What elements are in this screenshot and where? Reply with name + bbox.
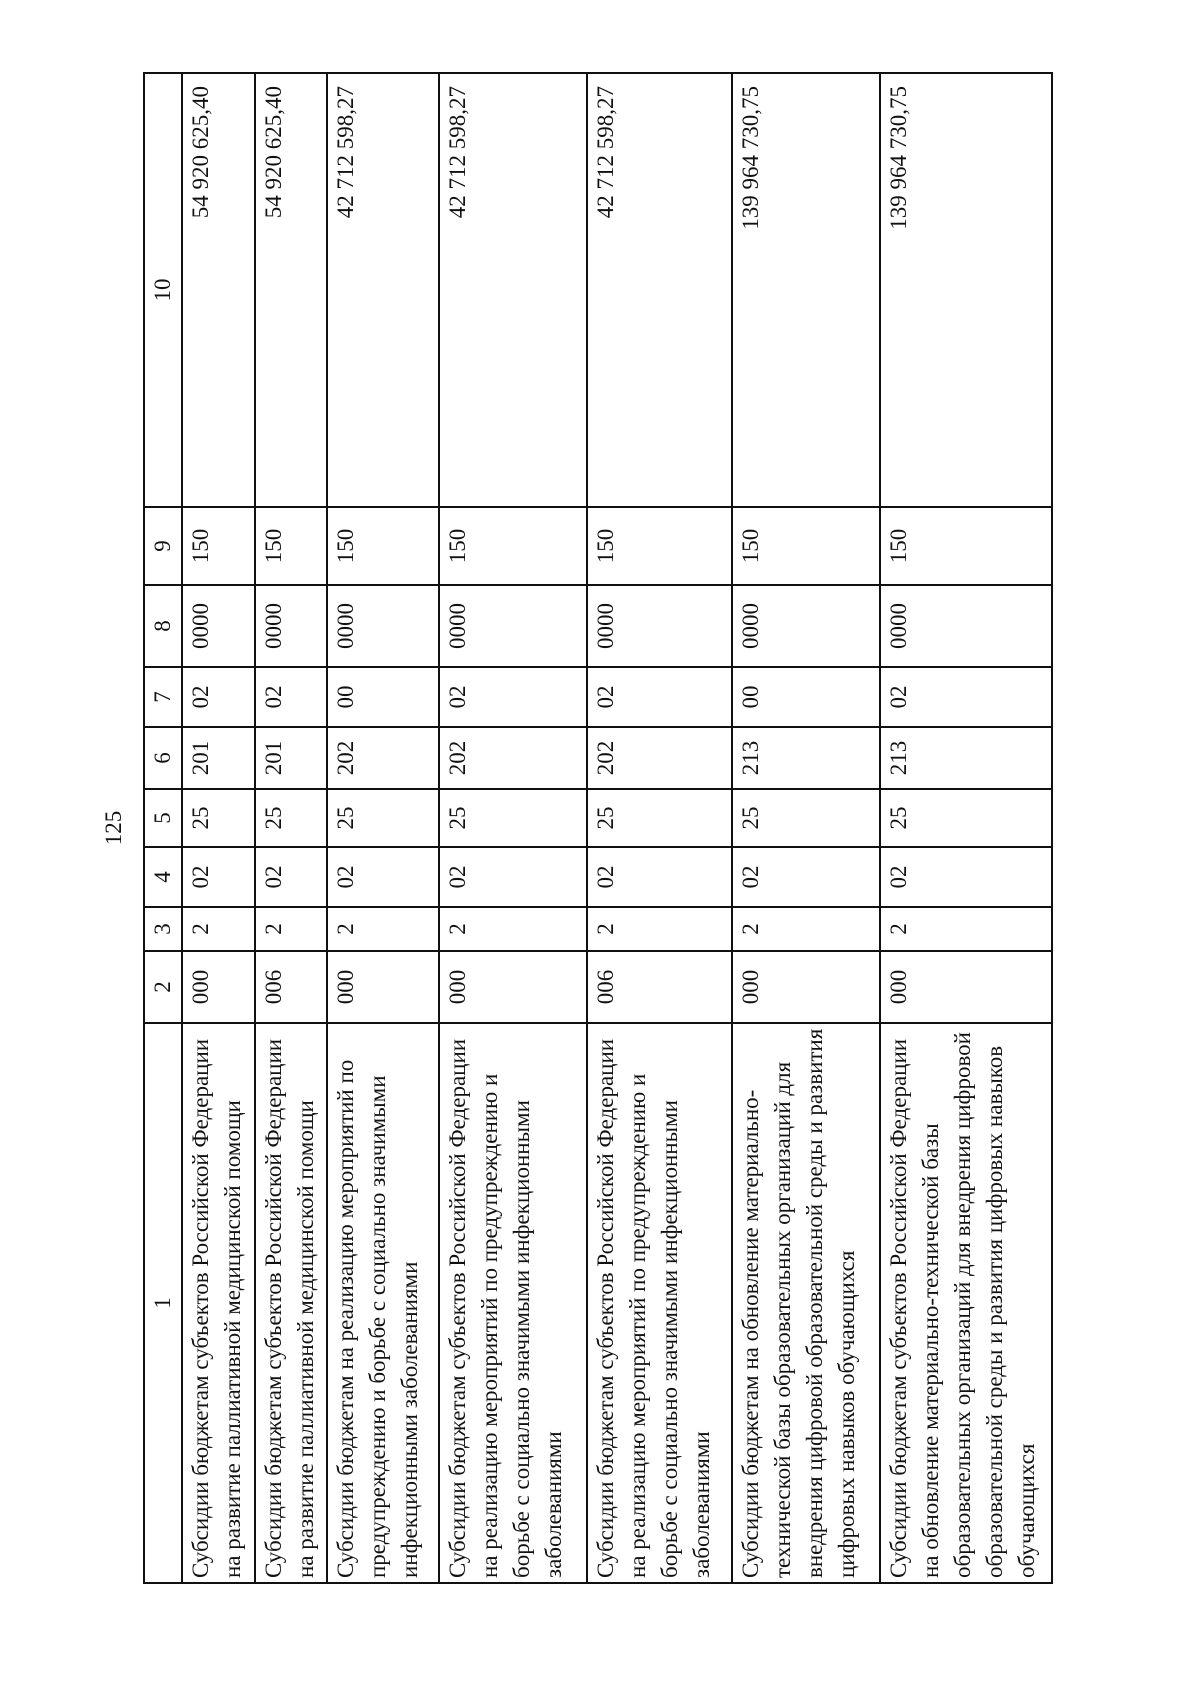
code-group: 2 <box>439 907 586 951</box>
code-article: 25 <box>182 789 255 847</box>
code-article: 25 <box>327 789 439 847</box>
row-name: Субсидии бюджетам субъектов Российской Федерации на обновление материально-технической базы образовательных организаций для внедрения цифровой образовательной среды и развития цифровых навыков обучающихся <box>880 1023 1052 1583</box>
code-admin: 000 <box>439 951 586 1023</box>
code-admin: 006 <box>587 951 732 1023</box>
column-header-6: 6 <box>144 727 182 789</box>
code-element: 02 <box>439 667 586 727</box>
code-group: 2 <box>732 907 879 951</box>
row-name: Субсидии бюджетам субъектов Российской Федерации на развитие паллиативной медицинской помощи <box>182 1023 255 1583</box>
code-element: 02 <box>182 667 255 727</box>
code-article: 25 <box>587 789 732 847</box>
code-group: 2 <box>255 907 328 951</box>
amount: 42 712 598,27 <box>587 73 732 507</box>
code-admin: 000 <box>732 951 879 1023</box>
code-kosgu: 150 <box>587 507 732 585</box>
code-article: 25 <box>255 789 328 847</box>
budget-table-rotated <box>143 74 1053 1584</box>
code-subarticle: 202 <box>587 727 732 789</box>
code-kosgu: 150 <box>732 507 879 585</box>
column-header-5: 5 <box>144 789 182 847</box>
table-row <box>439 73 586 1583</box>
row-name: Субсидии бюджетам на обновление материально-технической базы образовательных организаций для внедрения цифровой образовательной среды и развития цифровых навыков обучающихся <box>732 1023 879 1583</box>
code-program: 0000 <box>439 585 586 667</box>
code-admin: 000 <box>327 951 439 1023</box>
code-admin: 000 <box>880 951 1052 1023</box>
column-header-1: 1 <box>144 1023 182 1583</box>
code-element: 00 <box>732 667 879 727</box>
table-row <box>732 73 879 1583</box>
amount: 139 964 730,75 <box>732 73 879 507</box>
table-row <box>587 73 732 1583</box>
code-kosgu: 150 <box>880 507 1052 585</box>
code-subarticle: 213 <box>880 727 1052 789</box>
header-row <box>144 73 182 1583</box>
code-group: 2 <box>880 907 1052 951</box>
code-element: 02 <box>880 667 1052 727</box>
table-row <box>327 73 439 1583</box>
code-kosgu: 150 <box>327 507 439 585</box>
code-group: 2 <box>182 907 255 951</box>
column-header-10: 10 <box>144 73 182 507</box>
code-admin: 006 <box>255 951 328 1023</box>
row-name: Субсидии бюджетам субъектов Российской Федерации на развитие паллиативной медицинской помощи <box>255 1023 328 1583</box>
page-number: 125 <box>101 810 126 846</box>
budget-table <box>143 72 1053 1584</box>
code-program: 0000 <box>732 585 879 667</box>
table-row <box>255 73 328 1583</box>
code-subarticle: 201 <box>182 727 255 789</box>
code-program: 0000 <box>327 585 439 667</box>
column-header-3: 3 <box>144 907 182 951</box>
code-subgroup: 02 <box>587 847 732 907</box>
table-row <box>182 73 255 1583</box>
column-header-9: 9 <box>144 507 182 585</box>
column-header-8: 8 <box>144 585 182 667</box>
code-subgroup: 02 <box>732 847 879 907</box>
code-subarticle: 202 <box>327 727 439 789</box>
code-subgroup: 02 <box>182 847 255 907</box>
amount: 42 712 598,27 <box>327 73 439 507</box>
code-admin: 000 <box>182 951 255 1023</box>
code-program: 0000 <box>880 585 1052 667</box>
code-article: 25 <box>439 789 586 847</box>
code-group: 2 <box>587 907 732 951</box>
code-subgroup: 02 <box>880 847 1052 907</box>
code-subgroup: 02 <box>327 847 439 907</box>
code-program: 0000 <box>587 585 732 667</box>
column-header-2: 2 <box>144 951 182 1023</box>
code-program: 0000 <box>255 585 328 667</box>
row-name: Субсидии бюджетам субъектов Российской Федерации на реализацию мероприятий по предупреждению и борьбе с социально значимыми инфекционными заболеваниями <box>587 1023 732 1583</box>
row-name: Субсидии бюджетам субъектов Российской Федерации на реализацию мероприятий по предупреждению и борьбе с социально значимыми инфекционными заболеваниями <box>439 1023 586 1583</box>
amount: 42 712 598,27 <box>439 73 586 507</box>
table-row <box>880 73 1052 1583</box>
code-kosgu: 150 <box>255 507 328 585</box>
amount: 54 920 625,40 <box>255 73 328 507</box>
code-kosgu: 150 <box>439 507 586 585</box>
code-subarticle: 213 <box>732 727 879 789</box>
code-element: 02 <box>255 667 328 727</box>
code-program: 0000 <box>182 585 255 667</box>
code-element: 00 <box>327 667 439 727</box>
code-article: 25 <box>732 789 879 847</box>
row-name: Субсидии бюджетам на реализацию мероприятий по предупреждению и борьбе с социально значимыми инфекционными заболеваниями <box>327 1023 439 1583</box>
code-subarticle: 202 <box>439 727 586 789</box>
column-header-4: 4 <box>144 847 182 907</box>
code-subgroup: 02 <box>255 847 328 907</box>
column-header-7: 7 <box>144 667 182 727</box>
amount: 139 964 730,75 <box>880 73 1052 507</box>
code-kosgu: 150 <box>182 507 255 585</box>
code-subarticle: 201 <box>255 727 328 789</box>
code-element: 02 <box>587 667 732 727</box>
code-group: 2 <box>327 907 439 951</box>
amount: 54 920 625,40 <box>182 73 255 507</box>
code-article: 25 <box>880 789 1052 847</box>
code-subgroup: 02 <box>439 847 586 907</box>
